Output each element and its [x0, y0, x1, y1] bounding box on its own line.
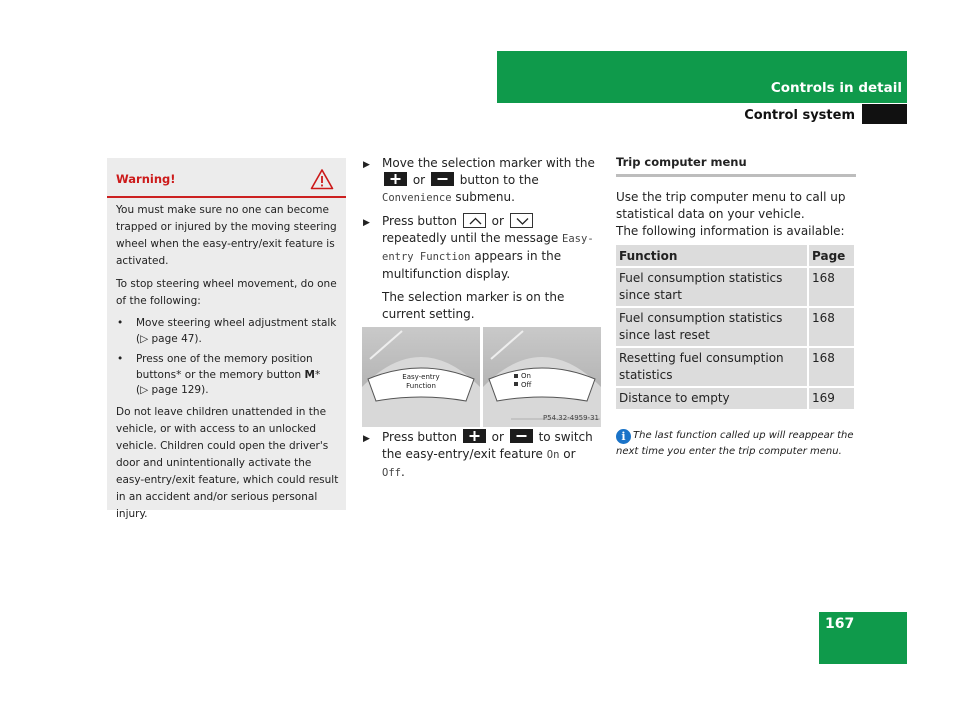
step-text: to switch the easy-entry/exit feature — [382, 430, 593, 461]
warning-paragraph: Do not leave children unattended in the vehicle, or with access to an unlocked vehicle. Children could open the driver's door and unintentionally activate the easy-entry/exit feature, which could result in an accident and/or serious personal injury. — [116, 405, 339, 520]
step-text: submenu. — [455, 190, 515, 204]
page-reference: (▷ page 47). — [136, 332, 202, 345]
step-text: or — [491, 214, 504, 228]
table-cell-function: Distance to empty — [616, 387, 808, 410]
list-item — [116, 352, 341, 399]
intro-line: The following information is available: — [616, 224, 845, 238]
instruction-step — [362, 155, 602, 207]
step-text: or — [491, 430, 504, 444]
page-number: 167 — [825, 616, 855, 632]
page-reference: (▷ page 129). — [136, 384, 209, 396]
step-text: appears in the multifunction display. — [382, 249, 562, 281]
display-message: Off — [382, 467, 401, 479]
intro-text — [616, 189, 856, 240]
list-item-text: Move steering wheel adjustment stalk — [136, 317, 337, 329]
figure-code: P54.32-4959-31 — [542, 414, 599, 422]
display-line: Off — [521, 380, 532, 389]
table-cell-function: Fuel consumption statistics since start — [616, 267, 808, 307]
warning-header — [107, 158, 346, 198]
table-cell-page: 169 — [808, 387, 855, 410]
section-heading: Trip computer menu — [616, 155, 856, 177]
step-text: . — [400, 465, 405, 479]
list-item-text: Press one of the memory position buttons* or the memory button — [136, 353, 313, 381]
minus-button-icon — [510, 429, 533, 443]
plus-button-icon — [384, 172, 407, 186]
table-row — [616, 307, 855, 347]
warning-triangle-icon — [310, 168, 334, 193]
table-cell-function: Fuel consumption statistics since last reset — [616, 307, 808, 347]
trip-computer-table — [616, 245, 856, 411]
display-text-right — [521, 372, 531, 389]
table-cell-page: 168 — [808, 347, 855, 387]
display-message: On — [546, 449, 560, 461]
display-line: Function — [406, 382, 436, 390]
down-button-icon — [510, 213, 533, 228]
step-text: or — [412, 173, 426, 187]
table-cell-page: 168 — [808, 307, 855, 347]
warning-box — [107, 158, 346, 520]
display-message: Convenience — [382, 192, 452, 204]
trip-computer-section — [616, 155, 856, 240]
table-row — [616, 267, 855, 307]
display-text-left — [362, 373, 480, 391]
step-arrow-icon: ▶ — [363, 218, 370, 228]
display-line: Easy-entry — [402, 373, 440, 381]
instructions-column-continued — [362, 429, 602, 488]
up-button-icon — [463, 213, 486, 228]
table-header: Function — [616, 245, 808, 267]
info-icon: i — [616, 429, 631, 444]
instructions-column — [362, 155, 602, 329]
table-header-row — [616, 245, 855, 267]
table-cell-page: 168 — [808, 267, 855, 307]
section-subtitle: Control system — [744, 108, 855, 123]
list-item — [116, 316, 341, 347]
step-text: Press button — [382, 214, 457, 228]
warning-paragraph: To stop steering wheel movement, do one of the following: — [116, 278, 337, 307]
chapter-tab — [862, 104, 907, 124]
step-text: Press button — [382, 430, 457, 444]
display-line: On — [521, 372, 531, 380]
warning-list — [116, 316, 341, 399]
paragraph: The selection marker is on the current setting. — [382, 290, 565, 321]
table-row — [616, 347, 855, 387]
section-title: Controls in detail — [770, 80, 902, 96]
step-text: Move the selection marker with the — [382, 156, 595, 170]
plus-button-icon — [463, 429, 486, 443]
table-cell-function: Resetting fuel consumption statistics — [616, 347, 808, 387]
instruction-step — [362, 213, 602, 283]
table-row — [616, 387, 855, 410]
step-text: button to the — [459, 173, 539, 187]
table-header: Page — [808, 245, 855, 267]
warning-paragraph: You must make sure no one can become trapped or injured by the moving steering wheel when the easy-entry/exit feature is activated. — [116, 204, 337, 267]
display-illustration — [362, 327, 601, 427]
display-message: Easy-entry Function — [382, 233, 594, 263]
info-note — [616, 428, 861, 459]
minus-button-icon — [431, 172, 454, 186]
memory-button-label: M — [304, 368, 315, 381]
step-text: or — [563, 447, 576, 461]
intro-line: Use the trip computer menu to call up statistical data on your vehicle. — [616, 190, 846, 221]
step-text: repeatedly until the message — [382, 231, 559, 245]
warning-body — [116, 202, 341, 529]
note-text: The last function called up will reappear the next time you enter the trip computer menu. — [616, 430, 854, 457]
instruction-step — [362, 429, 602, 482]
asterisk: * — [314, 368, 321, 381]
warning-title: Warning! — [116, 172, 176, 186]
step-arrow-icon: ▶ — [363, 434, 370, 444]
step-arrow-icon: ▶ — [363, 160, 370, 170]
